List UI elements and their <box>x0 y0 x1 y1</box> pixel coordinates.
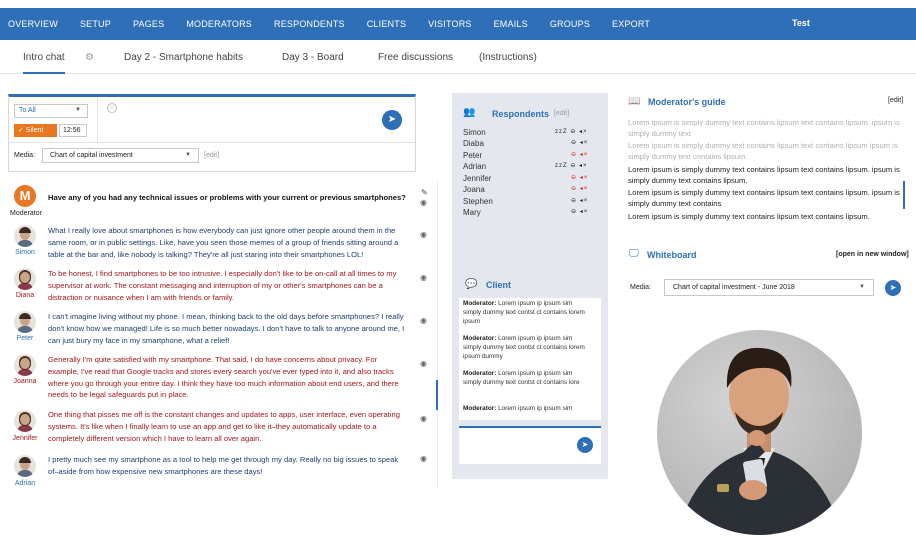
author-name: Joanna <box>13 378 37 385</box>
avatar <box>14 354 36 376</box>
guide-line: Lorem ipsum is simply dummy text contains lipsum text contains lipsum ipsum is simply dummy text contains lipsum. <box>628 141 898 161</box>
client-message <box>463 370 591 388</box>
user-name[interactable]: Test <box>792 18 810 28</box>
mute-icon[interactable]: ⊖ ◂× <box>571 198 589 204</box>
guide-edit-link[interactable]: [edit] <box>888 97 904 104</box>
media-select[interactable] <box>42 148 199 163</box>
book-icon: 📖 <box>628 96 641 107</box>
author-name: Peter <box>16 335 34 342</box>
whiteboard-media-label: Media: <box>630 284 652 291</box>
whiteboard-media-value: Chart of capital investment - June 2018 <box>673 284 795 291</box>
recipient-select-value: To All <box>19 107 36 114</box>
respondent-row[interactable] <box>463 208 593 219</box>
tab-day2[interactable]: Day 2 - Smartphone habits <box>124 52 243 63</box>
respondent-row[interactable] <box>463 174 593 185</box>
recipient-select[interactable] <box>14 104 88 118</box>
tab-instructions[interactable]: (Instructions) <box>479 52 537 63</box>
tab-free-discussions[interactable]: Free discussions <box>378 52 454 63</box>
nav-pages[interactable]: PAGES <box>132 19 165 29</box>
time-field[interactable]: 12:56 <box>59 124 87 137</box>
avatar <box>14 225 36 247</box>
monitor-icon: 🖵 <box>629 248 639 259</box>
mute-icon[interactable]: zzZ ⊖ ◂× <box>555 129 588 135</box>
nav-overview[interactable]: OVERVIEW <box>8 19 58 29</box>
chat-thread <box>0 182 440 492</box>
caret-down-icon: ▼ <box>185 152 191 158</box>
mute-icon[interactable]: ⊖ ◂× <box>571 186 589 192</box>
respondent-name: Diaba <box>463 139 484 148</box>
chat-icon: 💬 <box>465 279 478 290</box>
pencil-icon[interactable]: ✎ <box>421 188 428 197</box>
client-title: Client <box>486 280 512 290</box>
respondent-row[interactable] <box>463 139 593 150</box>
mute-icon[interactable]: zzZ ⊖ ◂× <box>555 163 588 169</box>
nav-respondents[interactable]: RESPONDENTS <box>274 19 345 29</box>
respondents-edit-link[interactable]: [edit] <box>554 110 570 117</box>
author-name: Jennifer <box>12 435 38 442</box>
message-composer <box>8 94 416 172</box>
whiteboard-image <box>657 330 862 535</box>
gear-icon[interactable]: ⚙ <box>85 52 94 63</box>
avatar: M <box>14 185 36 207</box>
nav-export[interactable]: EXPORT <box>612 19 651 29</box>
tab-bar <box>0 44 916 74</box>
chat-scroll-track[interactable] <box>437 182 438 487</box>
nav-visitors[interactable]: VISITORS <box>428 19 472 29</box>
guide-scrollbar-thumb[interactable] <box>903 181 905 209</box>
eye-icon[interactable]: ◉ <box>420 198 427 207</box>
tab-day3[interactable]: Day 3 - Board <box>282 52 344 63</box>
send-button[interactable]: ➤ <box>382 110 402 130</box>
respondent-row[interactable] <box>463 185 593 196</box>
mute-icon[interactable]: ⊖ ◂× <box>571 140 589 146</box>
media-edit-link[interactable]: [edit] <box>204 152 220 159</box>
divider <box>9 142 415 143</box>
guide-line: Lorem ipsum is simply dummy text contains lipsum text contains lipsum. ipsum is simply dummy text contains lipsum. <box>628 165 900 185</box>
author-name: Diana <box>15 292 35 299</box>
respondent-name: Mary <box>463 208 481 217</box>
client-message-label: Moderator: <box>463 300 497 307</box>
eye-icon[interactable]: ◉ <box>420 359 427 368</box>
respondents-panel <box>452 93 608 479</box>
whiteboard-send-button[interactable]: ➤ <box>885 280 901 296</box>
message-text: I can't imagine living without my phone. I mean, thinking back to the old days before smartphones? I really don't know how we managed! Life is so much better nowadays. I don't have to talk to anyone around me, I can just bury my face in my smartphone, what a relief! <box>48 312 405 345</box>
client-message-text: Lorem ipsum ip ipsum sim simply dummy text contst ct contains lorem ipsum <box>463 300 585 325</box>
client-message-label: Moderator: <box>463 405 497 412</box>
respondents-title: Respondents <box>492 109 550 119</box>
respondent-name: Stephen <box>463 197 493 206</box>
caret-down-icon: ▼ <box>859 284 865 290</box>
guide-line: Lorem ipsum is simply dummy text contains lipsum text contains lipsum. ipsum is simply dummy text contains <box>628 188 900 208</box>
message-text: Generally I'm quite satisfied with my smartphone. That said, I do have concerns about privacy. For example, I've read that Google tracks and stores every search you've ever typed into it, and also tracks where you go through your entire day. I think they have too much information about end users, and there needs to be legal safeguards put in place. <box>48 355 399 400</box>
respondent-row[interactable] <box>463 162 593 173</box>
respondent-name: Adrian <box>463 162 487 171</box>
divider <box>97 97 98 142</box>
guide-line: Lorem ipsum is simply dummy text contains lipsum text contains lipsum. ipsum is simply dummy text <box>628 118 900 138</box>
eye-icon[interactable]: ◉ <box>420 454 427 463</box>
client-message <box>463 300 591 326</box>
mute-icon[interactable]: ⊖ ◂× <box>571 209 589 215</box>
avatar <box>14 410 36 432</box>
avatar <box>14 268 36 290</box>
eye-icon[interactable]: ◉ <box>420 316 427 325</box>
respondent-name: Jennifer <box>463 174 492 183</box>
message-text: To be honest, I find smartphones to be too intrusive. I especially don't like to be on-call at all times to my supervisor at work. The constant messaging and interruption of my or other's smartphones can be a distraction or nuisance when I am with friends or family. <box>48 269 397 302</box>
client-message-label: Moderator: <box>463 335 497 342</box>
author-name: Adrian <box>14 480 36 487</box>
mute-icon[interactable]: ⊖ ◂× <box>571 152 589 158</box>
chat-scrollbar-thumb[interactable] <box>436 380 438 410</box>
guide-line: Lorem ipsum is simply dummy text contains lipsum text contains lipsum. <box>628 212 870 221</box>
whiteboard-title: Whiteboard <box>647 250 697 260</box>
client-message-text: Lorem ipsum ip ipsum sim simply dummy text contst ct contains lore <box>463 370 580 386</box>
client-message <box>463 335 591 361</box>
whiteboard-media-select[interactable] <box>664 279 874 296</box>
author-name: Moderator <box>10 210 42 217</box>
respondent-row[interactable] <box>463 128 593 139</box>
avatar <box>14 311 36 333</box>
guide-title: Moderator's guide <box>648 97 726 107</box>
respondent-name: Joana <box>463 185 485 194</box>
client-send-button[interactable]: ➤ <box>577 437 593 453</box>
top-navbar <box>0 8 916 40</box>
client-message <box>463 405 591 414</box>
client-input[interactable] <box>459 426 601 464</box>
message-text: One thing that pisses me off is the constant changes and updates to apps, user interface, even operating systems. It's like when I finally learn to use an app and get to like it–they automatically update to a completely different version which I have to learn all over again. <box>48 410 400 443</box>
eye-icon[interactable]: ◉ <box>420 273 427 282</box>
nav-groups[interactable]: GROUPS <box>549 19 591 29</box>
author-name: Simon <box>15 249 35 256</box>
client-message-label: Moderator: <box>463 370 497 377</box>
man-with-phone-illustration <box>657 330 862 535</box>
respondent-row[interactable] <box>463 151 593 162</box>
smiley-icon[interactable]: ☺ <box>108 104 116 111</box>
mute-icon[interactable]: ⊖ ◂× <box>571 175 589 181</box>
nav-moderators[interactable]: MODERATORS <box>186 19 253 29</box>
tab-intro-chat[interactable]: Intro chat <box>23 52 65 74</box>
avatar <box>14 455 36 477</box>
nav-clients[interactable]: CLIENTS <box>366 19 407 29</box>
eye-icon[interactable]: ◉ <box>420 230 427 239</box>
client-message-text: Lorem ipsum ip ipsum sim simply dummy text contst ct contains lorem ipsum dummy <box>463 335 585 360</box>
message-text: Have any of you had any technical issues or problems with your current or previous smartphones? <box>48 193 406 202</box>
message-text: I pretty much see my smartphone as a tool to help me get through my day. Really no big issues to speak of–aside from how expensive new smartphones are these days! <box>48 455 399 476</box>
respondent-name: Simon <box>463 128 486 137</box>
media-label: Media: <box>14 152 36 159</box>
silent-toggle[interactable]: ✓ Silent <box>14 124 57 137</box>
eye-icon[interactable]: ◉ <box>420 414 427 423</box>
message-text: What I really love about smartphones is how everybody can just ignore other people around them in the same room, or in public settings. Like, have you seen those memes of a group of friends sitting around a table at the bar and, like nobody is talking? They're all just staring into their smartphones LOL! <box>48 226 399 259</box>
whiteboard-open-link[interactable]: [open in new window] <box>836 251 909 258</box>
respondent-row[interactable] <box>463 197 593 208</box>
nav-setup[interactable]: SETUP <box>79 19 111 29</box>
users-icon: 👥 <box>463 107 476 118</box>
nav-emails[interactable]: EMAILS <box>493 19 528 29</box>
client-message-text: Lorem ipsum ip ipsum sim <box>498 405 573 412</box>
media-select-value: Chart of capital investment <box>50 152 133 159</box>
respondent-name: Peter <box>463 151 483 160</box>
client-chat <box>459 298 601 420</box>
caret-down-icon: ▼ <box>75 107 81 113</box>
